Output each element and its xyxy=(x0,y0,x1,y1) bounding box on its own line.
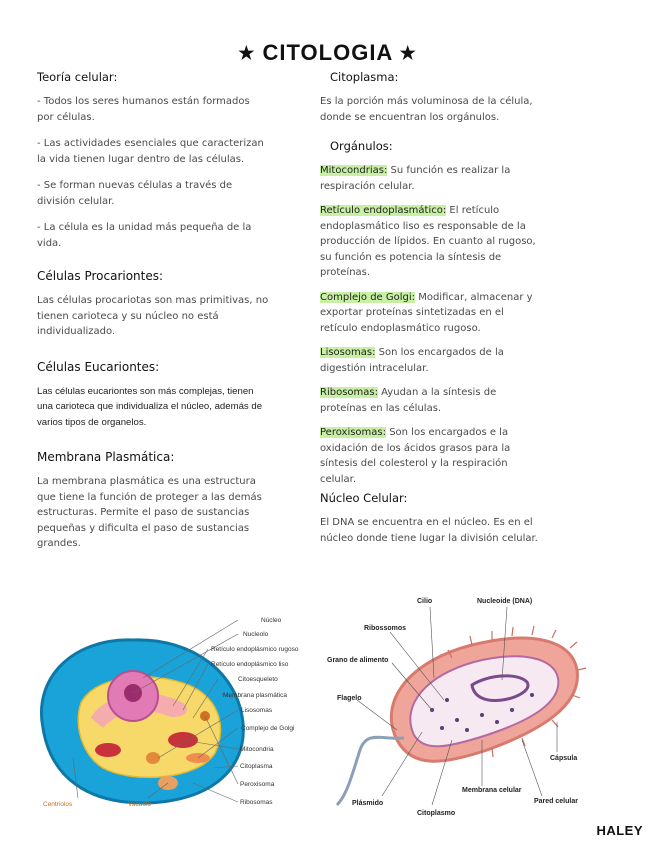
label-citoplasma: Citoplasma xyxy=(240,763,273,770)
organelle-term: Mitocondrias: xyxy=(320,165,388,176)
label-membrana: Membrana celular xyxy=(462,787,522,794)
organelle-item xyxy=(320,203,544,281)
label-golgi: Complejo de Golgi xyxy=(241,725,295,732)
label-capsula: Cápsula xyxy=(550,755,578,762)
section-heading: Células Eucariontes: xyxy=(37,359,160,374)
label-rer: Retículo endoplásmico rugoso xyxy=(211,646,299,653)
label-vacuolo: Vacuolo xyxy=(128,801,152,808)
label-rel: Retículo endoplásmico liso xyxy=(211,661,289,668)
organelle-item xyxy=(320,385,544,416)
section-organulos xyxy=(320,139,544,487)
lysosome-shape xyxy=(146,752,160,764)
paragraph: Es la porción más voluminosa de la célula, donde se encuentran los orgánulos. xyxy=(320,96,533,123)
label-cilio: Cilio xyxy=(417,598,433,605)
label-nucleo: Núcleo xyxy=(261,617,282,624)
bacteria-diagram xyxy=(322,590,604,818)
label-citoesqueleto: Citoesqueleto xyxy=(238,676,278,683)
list-item: - Todos los seres humanos están formados por células. xyxy=(37,96,250,123)
organelle-term: Complejo de Golgi: xyxy=(320,291,416,303)
label-flagelo: Flagelo xyxy=(337,695,362,702)
label-nucleoide: Nucleoide (DNA) xyxy=(477,598,533,605)
section-eucariontes xyxy=(37,360,269,431)
organelle-text: Son los encargados de la digestión intracelular. xyxy=(320,347,504,374)
paragraph: La membrana plasmática es una estructura que tiene la función de proteger a las demás estructuras. Permite el paso de sustancias pequeñas y dificulta el paso de sustancias grandes. xyxy=(37,476,262,549)
list-item: - Se forman nuevas células a través de división celular. xyxy=(37,180,233,207)
label-mitocondria: Mitocondria xyxy=(240,746,274,753)
organelle-term: Lisosomas: xyxy=(320,347,376,358)
label-nucleolo: Nucleolo xyxy=(243,631,269,638)
list-item: - La célula es la unidad más pequeña de la vida. xyxy=(37,222,252,249)
mitochondria-shape xyxy=(95,743,121,757)
section-heading: Células Procariontes: xyxy=(37,269,164,283)
signature: HALEY xyxy=(596,823,643,838)
label-citoplasma: Citoplasmo xyxy=(417,810,456,817)
star-icon: ★ xyxy=(399,43,417,63)
organelle-term: Ribosomas: xyxy=(320,387,378,398)
label-membrana: Membrana plasmática xyxy=(223,692,287,699)
label-centriolos: Centriolos xyxy=(43,801,73,808)
label-pared: Pared celular xyxy=(534,798,578,805)
section-heading: Núcleo Celular: xyxy=(320,491,408,505)
star-icon: ★ xyxy=(238,43,256,63)
label-plasmido: Plásmido xyxy=(352,800,384,807)
flagellum-shape xyxy=(337,737,404,805)
paragraph: Las células eucariontes son más complejas, tienen una carioteca que individualiza el núcleo, además de varios tipos de organelos. xyxy=(37,385,263,428)
section-teoria xyxy=(37,70,269,251)
organelle-term: Peroxisomas: xyxy=(320,427,387,438)
organelle-text: Ayudan a la síntesis de proteínas en las células. xyxy=(320,387,497,414)
left-column xyxy=(37,70,269,563)
page-title xyxy=(0,40,655,66)
list-item: - Las actividades esenciales que caracterizan la vida tienen lugar dentro de las células. xyxy=(37,138,264,165)
label-grano: Grano de alimento xyxy=(327,657,389,664)
section-membrana xyxy=(37,450,269,552)
section-procariontes xyxy=(37,269,269,340)
label-ribosomas: Ribosomas xyxy=(240,799,273,806)
organelle-text: Modificar, almacenar y exportar proteínas sintetizadas en el retículo endoplasmático rugoso. xyxy=(320,291,533,334)
organelle-item xyxy=(320,345,544,376)
label-ribosomas: Ribossomos xyxy=(364,625,407,632)
organelle-text: El retículo endoplasmático liso es responsable de la producción de lípidos. En cuanto al rugoso, su función es potencia la síntesis de proteínas. xyxy=(320,205,536,278)
organelle-item xyxy=(320,290,544,337)
paragraph: El DNA se encuentra en el núcleo. Es en el núcleo donde tiene lugar la división celular. xyxy=(320,517,538,544)
section-heading: Teoría celular: xyxy=(37,70,118,84)
organelle-text: Su función es realizar la respiración celular. xyxy=(320,165,511,192)
organelle-item xyxy=(320,425,544,487)
right-column xyxy=(320,70,544,557)
section-citoplasma xyxy=(320,70,544,125)
section-nucleo xyxy=(320,491,544,546)
paragraph: Las células procariotas son mas primitivas, no tienen carioteca y su núcleo no está individualizado. xyxy=(37,295,269,337)
organelle-text: Son los encargados e la oxidación de los ácidos grasos para la síntesis del colesterol y la respiración celular. xyxy=(320,427,511,485)
title-text: CITOLOGIA xyxy=(262,40,393,65)
section-heading: Membrana Plasmática: xyxy=(37,450,175,464)
organelle-item xyxy=(320,163,544,194)
label-peroxisoma: Peroxisoma xyxy=(240,781,275,788)
animal-cell-diagram xyxy=(33,608,315,813)
organelle-term: Retículo endoplasmático: xyxy=(320,205,447,216)
label-lisosomas: Lisosomas xyxy=(241,707,273,714)
section-heading: Orgánulos: xyxy=(330,139,393,153)
section-heading: Citoplasma: xyxy=(330,70,399,84)
